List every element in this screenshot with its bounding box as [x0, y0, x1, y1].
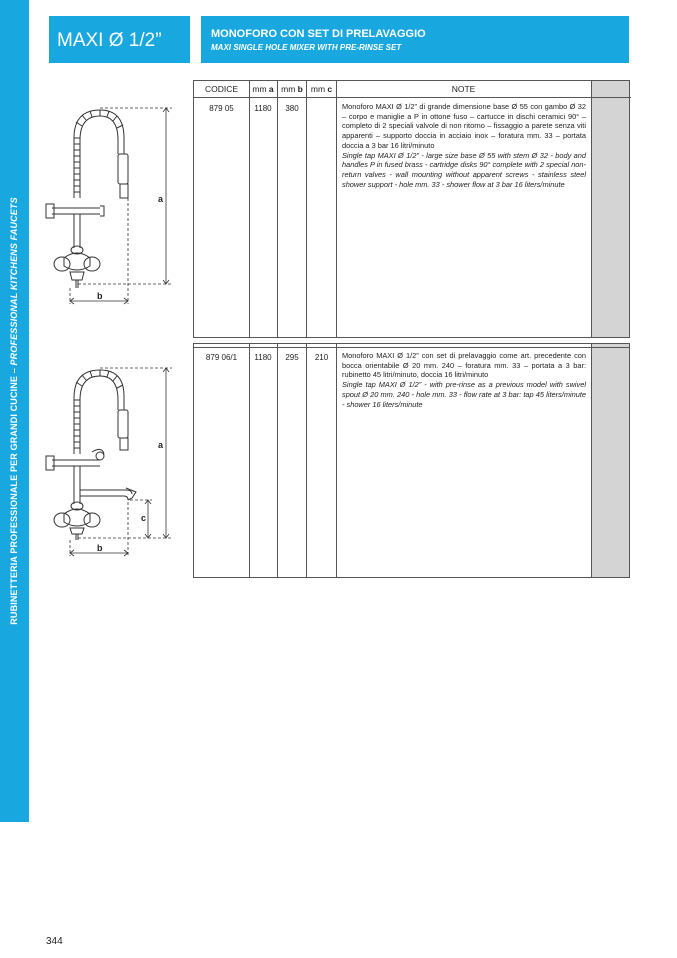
col-a-letter: a	[268, 84, 274, 94]
section-header	[201, 16, 629, 63]
product-description	[342, 351, 586, 409]
product-code: 879 06/1	[205, 353, 238, 362]
description-english: Single tap MAXI Ø 1/2” - with pre-rinse as a previous model with swivel spout Ø 20 mm. 240 - hole mm. 33 - flow rate at 3 bar: tap 45 liters/minute - shower 16 liters/minute	[342, 380, 586, 409]
side-text-italian: RUBINETTERIA PROFESSIONALE PER GRANDI CUCINE	[9, 375, 19, 625]
top-rule	[194, 347, 629, 348]
col-b-letter: b	[297, 84, 303, 94]
product-description	[342, 102, 586, 189]
divider	[249, 81, 250, 337]
grey-column	[591, 344, 629, 577]
dim-b-value: 295	[285, 353, 299, 362]
faucet-drawing-1	[40, 98, 190, 310]
dim-a-value: 1180	[254, 104, 272, 113]
col-codice: CODICE	[204, 84, 239, 94]
divider	[336, 81, 337, 337]
divider	[306, 81, 307, 337]
product-table-2	[193, 343, 630, 578]
col-mm-label: mm	[252, 84, 267, 94]
divider	[591, 81, 592, 337]
divider	[277, 344, 278, 577]
col-c-letter: c	[327, 84, 333, 94]
page-number: 344	[46, 936, 63, 947]
dim-b-label: b	[97, 291, 103, 301]
product-title-box	[49, 16, 190, 63]
dim-a-label: a	[158, 194, 164, 204]
product-table-1	[193, 80, 630, 338]
dim-c-value: 210	[314, 353, 329, 362]
dim-a-value: 1180	[254, 353, 272, 362]
col-c	[307, 81, 336, 97]
side-text-english: PROFESSIONAL KITCHENS FAUCETS	[9, 197, 19, 366]
dim-c-label: c	[141, 513, 147, 523]
col-mm-label: mm	[281, 84, 296, 94]
col-mm-label: mm	[310, 84, 326, 94]
description-italian: Monoforo MAXI Ø 1/2” di grande dimensione base Ø 55 con gambo Ø 32 – corpo e maniglie a P in ottone fuso – cartucce in dischi ceramici 90° – completo di 2 speciali valvole di non ritorno – fissaggio a parete senza viti apparenti – supporto doccia in acciaio inox – foratura mm. 33 – portata doccia a 3 bar 16 litri/minuto	[342, 102, 586, 150]
col-a	[249, 81, 277, 97]
divider	[336, 344, 337, 577]
side-text-separator: –	[9, 365, 19, 376]
col-note: NOTE	[451, 84, 476, 94]
description-english: Single tap MAXI Ø 1/2” - large size base Ø 55 with stem Ø 32 - body and handles P in fused brass - cartridge disks 90° complete with 2 special non-return valves - wall mounting without apparent screws - stainless steel shower support - hole mm. 33 - shower flow at 3 bar 16 liters/minute	[342, 150, 586, 189]
dim-b-value: 380	[285, 104, 299, 113]
product-code: 879 05	[209, 104, 234, 113]
product-title: MAXI Ø 1/2”	[57, 30, 162, 51]
section-title-english: MAXI SINGLE HOLE MIXER WITH PRE-RINSE SET	[211, 43, 402, 52]
faucet-drawing-2	[40, 362, 190, 560]
section-title-italian: MONOFORO CON SET DI PRELAVAGGIO	[211, 28, 426, 40]
divider	[591, 344, 592, 577]
divider	[306, 344, 307, 577]
divider	[249, 344, 250, 577]
table-header	[194, 81, 631, 98]
side-band	[0, 0, 29, 822]
dim-a-label: a	[158, 440, 164, 450]
divider	[277, 81, 278, 337]
side-band-text	[9, 197, 19, 624]
dim-b-label: b	[97, 543, 103, 553]
grey-column	[591, 81, 629, 337]
col-b	[278, 81, 306, 97]
description-italian: Monoforo MAXI Ø 1/2” con set di prelavaggio come art. precedente con bocca orientabile Ø 20 mm. 240 – foratura mm. 33 – portata a 3 bar: rubinetto 45 litri/minuto, doccia 16 litri/minuto	[342, 351, 586, 380]
